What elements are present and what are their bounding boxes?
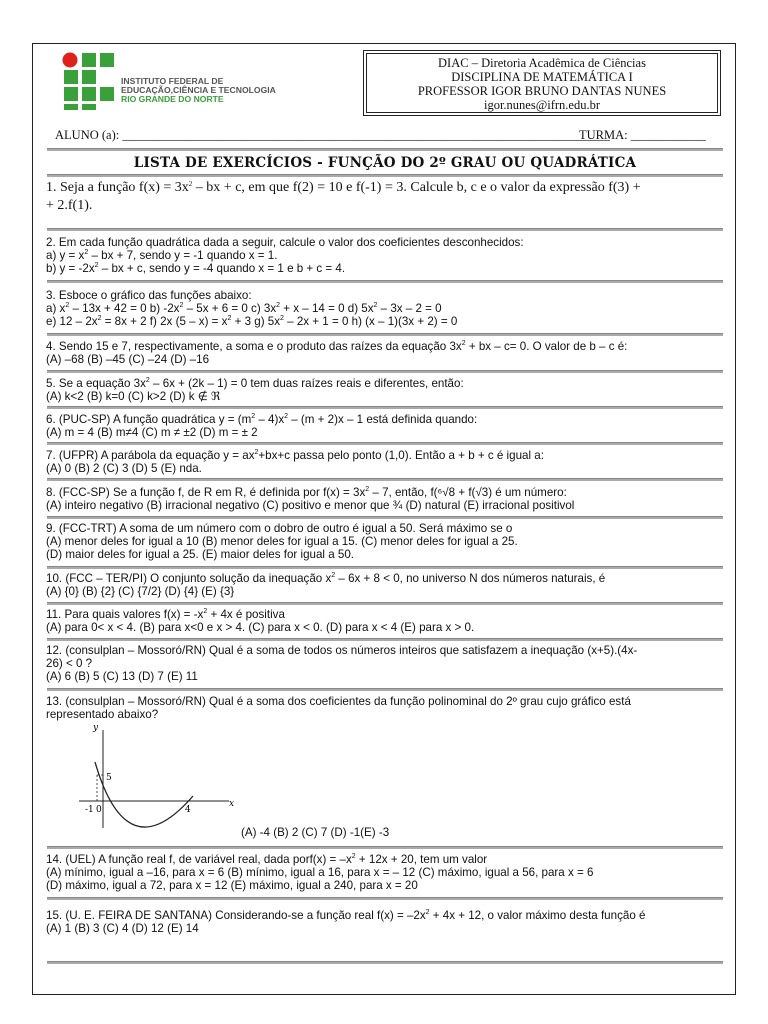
ifrn-logo-icon — [49, 50, 329, 110]
parabola-graph — [77, 722, 237, 837]
department-line: DIAC – Diretoria Acadêmica de Ciências — [438, 56, 646, 70]
student-label: ALUNO (a): ______________________________________________________________________________ — [55, 128, 610, 142]
institute-logo — [49, 50, 329, 110]
professor-email: igor.nunes@ifrn.edu.br — [483, 98, 600, 112]
question-3: 3. Esboce o gráfico das funções abaixo: a) $x^2 - 13x + 42 = 0$ b) $-2x^2 - 5x + 6 = 0$ c) $3x^2 + x - 14 = 0$ d) $5x^2 - 3x - 2 = 0$ e) $12 - 2x^2 = 8x + 2$ f) 2x $(5 - x) = x^2 + 3$ g) $5x^2 - 2x + 1 = 0$ h) (x – 1)(3x + 2) = 0 — [46, 289, 458, 328]
divider — [47, 516, 723, 519]
divider — [47, 688, 723, 691]
professor-line: PROFESSOR IGOR BRUNO DANTAS NUNES — [417, 84, 667, 98]
question-4: 4. Sendo 15 e 7, respectivamente, a soma e o produto das raízes da equação $3x^2$ + bx – c= 0. O valor de b – c é: (A) –68 (B) –45 (C) –24 (D) –16 — [46, 340, 628, 366]
question-13-answers: (A) -4 (B) 2 (C) 7 (D) -1(E) -3 — [241, 826, 390, 839]
y-axis-label: y — [93, 723, 99, 733]
divider — [47, 442, 723, 445]
question-15: 15. (U. E. FEIRA DE SANTANA) Considerando-se a função real $f(x) = -2x^2 + 4x + 12$, o valor máximo desta função é (A) 1 (B) 3 (C) 4 (D) 12 (E) 14 — [46, 909, 646, 935]
question-1: 1. Seja a função $f(x) = 3x^2$ – bx + c, em que f(2) = 10 e f(-1) = 3. Calcule b, c e o valor da expressão f(3) + + 2.f(1). — [46, 180, 641, 213]
divider — [47, 280, 723, 283]
question-7: 7. (UFPR) A parábola da equação $y = ax^2+bx+c$ passa pelo ponto (1,0). Então a + b + c é igual a: (A) 0 (B) 2 (C) 3 (D) 5 (E) nda. — [46, 449, 544, 475]
divider — [47, 228, 723, 231]
divider — [47, 333, 723, 336]
class-field[interactable]: TURMA: ____________ — [579, 128, 706, 142]
student-name-field[interactable] — [55, 128, 725, 143]
svg-text:RIO GRANDE DO NORTE: RIO GRANDE DO NORTE — [121, 94, 224, 104]
divider — [47, 602, 723, 605]
divider — [47, 897, 723, 900]
question-11: 11. Para quais valores $f(x) = -x^2 + 4x$ é positiva (A) para 0< x < 4. (B) para x<0 e x > 4. (C) para x < 0. (D) para x < 4 (E) para x > 0. — [46, 608, 475, 634]
question-9: 9. (FCC-TRT) A soma de um número com o dobro de outro é igual a 50. Será máximo se o (A) menor deles for igual a 10 (B) menor deles for igual a 15. (C) menor deles for igual a 25. (D) maior deles for igual a 25. (E) maior deles for igual a 50. — [46, 522, 518, 561]
question-13: 13. (consulplan – Mossoró/RN) Qual é a soma dos coeficientes da função polinominal do 2º grau cujo gráfico está representado abaixo? — [46, 695, 631, 721]
divider — [47, 148, 723, 151]
question-12: 12. (consulplan – Mossoró/RN) Qual é a soma de todos os números inteiros que satisfazem a inequação (x+5).(4x- 26) < 0 ? (A) 6 (B) 5 (C) 13 (D) 7 (E) 11 — [46, 644, 638, 683]
svg-text:INSTITUTO FEDERAL DE: INSTITUTO FEDERAL DE — [121, 76, 224, 86]
divider — [47, 478, 723, 481]
divider — [47, 174, 723, 177]
question-2: 2. Em cada função quadrática dada a seguir, calcule o valor dos coeficientes desconhecidos: a) $y = x^2$ – bx + 7, sendo y = -1 quando x = 1. b) $y = -2x^2$ – bx + c, sendo y = -4 quando x = 1 e b + c = 4. — [46, 236, 524, 275]
discipline-line: DISCIPLINA DE MATEMÁTICA I — [451, 70, 633, 84]
question-14: 14. (UEL) A função real f, de variável real, dada porf(x) = $-x^2 + 12x + 20$, tem um valor (A) mínimo, igual a –16, para x = 6 (B) mínimo, igual a 16, para x = – 12 (C) máximo, igual a 56, para x = 6 (D) máximo, igual a 72, para x = 12 (E) máximo, igual a 240, para x = 20 — [46, 853, 594, 892]
y-intercept-label: 5 — [106, 773, 112, 783]
root-left-label: -1 — [85, 805, 94, 815]
divider — [47, 370, 723, 373]
course-info-box — [363, 50, 721, 116]
question-10: 10. (FCC – TER/PI) O conjunto solução da inequação $x^2 - 6x + 8 < 0$, no universo N dos números naturais, é (A) {0} (B) {2} (C) {7/2} (D) {4} (E) {3} — [46, 572, 606, 598]
divider — [47, 566, 723, 569]
divider — [47, 406, 723, 409]
divider — [47, 638, 723, 641]
svg-text:EDUCAÇÃO,CIÊNCIA E TECNOLOGIA: EDUCAÇÃO,CIÊNCIA E TECNOLOGIA — [121, 85, 276, 95]
page-title: LISTA DE EXERCÍCIOS - FUNÇÃO DO 2º GRAU OU QUADRÁTICA — [133, 155, 637, 171]
divider — [47, 846, 723, 849]
divider — [47, 961, 723, 964]
x-axis-label: x — [229, 799, 235, 809]
question-6: 6. (PUC-SP) A função quadrática $y = (m^2 - 4)x^2 - (m + 2)x - 1$ está definida quando: (A) m = 4 (B) m≠4 (C) m ≠ ±2 (D) m = ± 2 — [46, 413, 478, 439]
question-5: 5. Se a equação $3x^2 - 6x + (2k - 1) = 0$ tem duas raízes reais e diferentes, então: (A) k<2 (B) k=0 (C) k>2 (D) k ∉ ℜ — [46, 377, 464, 403]
worksheet-page — [32, 43, 736, 995]
root-right-label: 4 — [185, 805, 191, 815]
question-8: 8. (FCC-SP) Se a função f, de R em R, é definida por $f(x) = 3x^2 - 7$, então, f(⁶√8 + f(√3) é um número: (A) inteiro negativo (B) irracional negativo (C) positivo e menor que ¾ (D) natural (E) irracional positivol — [46, 486, 575, 512]
origin-label: 0 — [96, 805, 102, 815]
